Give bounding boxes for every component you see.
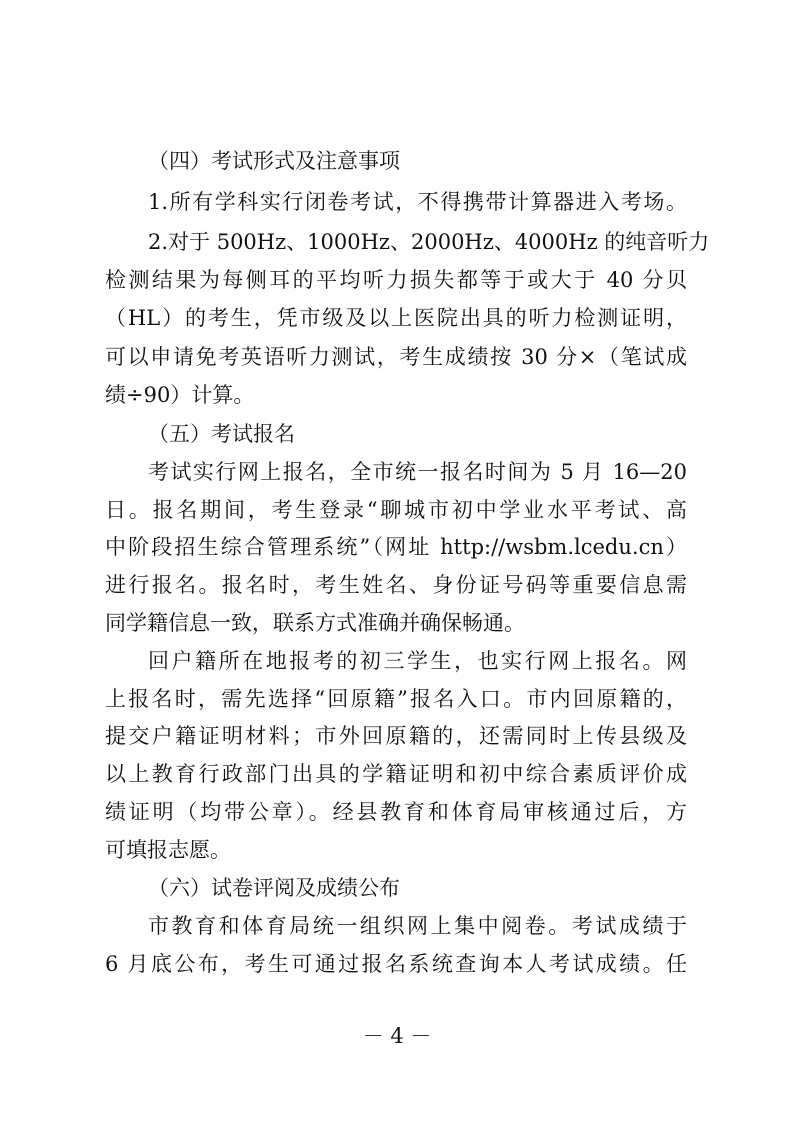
paragraph-text: 日。报名期间，考生登录“聊城市初中学业水平考试、高 — [105, 498, 687, 522]
paragraph-text: 绩证明（均带公章）。经县教育和体育局审核通过后，方 — [105, 800, 687, 824]
paragraph-text: 考试实行网上报名，全市统一报名时间为 5 月 16—20 — [148, 460, 687, 484]
paragraph-line — [0, 720, 794, 752]
paragraph-text: 中阶段招生综合管理系统”（网址 http://wsbm.lcedu.cn） — [105, 535, 687, 559]
paragraph-text: 2.对于 500Hz、1000Hz、2000Hz、4000Hz 的纯音听力 — [148, 230, 710, 254]
paragraph-line — [0, 456, 794, 488]
paragraph-text: 市教育和体育局统一组织网上集中阅卷。考试成绩于 — [148, 914, 687, 938]
paragraph-line — [0, 226, 794, 258]
section-heading-exam-format — [0, 145, 794, 177]
page-number: － 4 － — [362, 1024, 432, 1048]
section-heading-registration — [0, 418, 794, 450]
heading-text: （六）试卷评阅及成绩公布 — [148, 876, 400, 900]
paragraph-text: 上报名时，需先选择“回原籍”报名入口。市内回原籍的， — [105, 687, 687, 711]
paragraph-text: 回户籍所在地报考的初三学生，也实行网上报名。网 — [148, 649, 687, 673]
paragraph-text: 6 月底公布，考生可通过报名系统查询本人考试成绩。任 — [105, 952, 687, 976]
paragraph-line — [0, 494, 794, 526]
paragraph-line — [0, 341, 794, 373]
paragraph-line — [0, 758, 794, 790]
paragraph-line — [0, 948, 794, 980]
paragraph-text: 1.所有学科实行闭卷考试，不得携带计算器进入考场。 — [148, 190, 687, 214]
heading-text: （四）考试形式及注意事项 — [148, 149, 400, 173]
paragraph-line — [0, 645, 794, 677]
paragraph-line — [0, 683, 794, 715]
paragraph-text: （HL）的考生，凭市级及以上医院出具的听力检测证明， — [105, 306, 687, 330]
paragraph-text: 可填报志愿。 — [105, 838, 231, 862]
paragraph-text: 提交户籍证明材料；市外回原籍的，还需同时上传县级及 — [105, 724, 687, 748]
paragraph-line — [0, 379, 794, 411]
paragraph-text: 同学籍信息一致，联系方式准确并确保畅通。 — [105, 611, 525, 635]
paragraph-line — [0, 186, 794, 218]
paragraph-text: 可以申请免考英语听力测试，考生成绩按 30 分×（笔试成 — [105, 345, 687, 369]
paragraph-line — [0, 910, 794, 942]
paragraph-line — [0, 264, 794, 296]
paragraph-line — [0, 834, 794, 866]
paragraph-line — [0, 607, 794, 639]
heading-text: （五）考试报名 — [148, 422, 295, 446]
paragraph-line — [0, 569, 794, 601]
paragraph-line — [0, 796, 794, 828]
paragraph-text: 以上教育行政部门出具的学籍证明和初中综合素质评价成 — [105, 762, 687, 786]
section-heading-grading-results — [0, 872, 794, 904]
paragraph-text: 检测结果为每侧耳的平均听力损失都等于或大于 40 分贝 — [105, 268, 687, 292]
paragraph-line — [0, 302, 794, 334]
paragraph-text: 绩÷90）计算。 — [105, 383, 255, 407]
paragraph-text: 进行报名。报名时，考生姓名、身份证号码等重要信息需 — [105, 573, 687, 597]
paragraph-line — [0, 531, 794, 563]
